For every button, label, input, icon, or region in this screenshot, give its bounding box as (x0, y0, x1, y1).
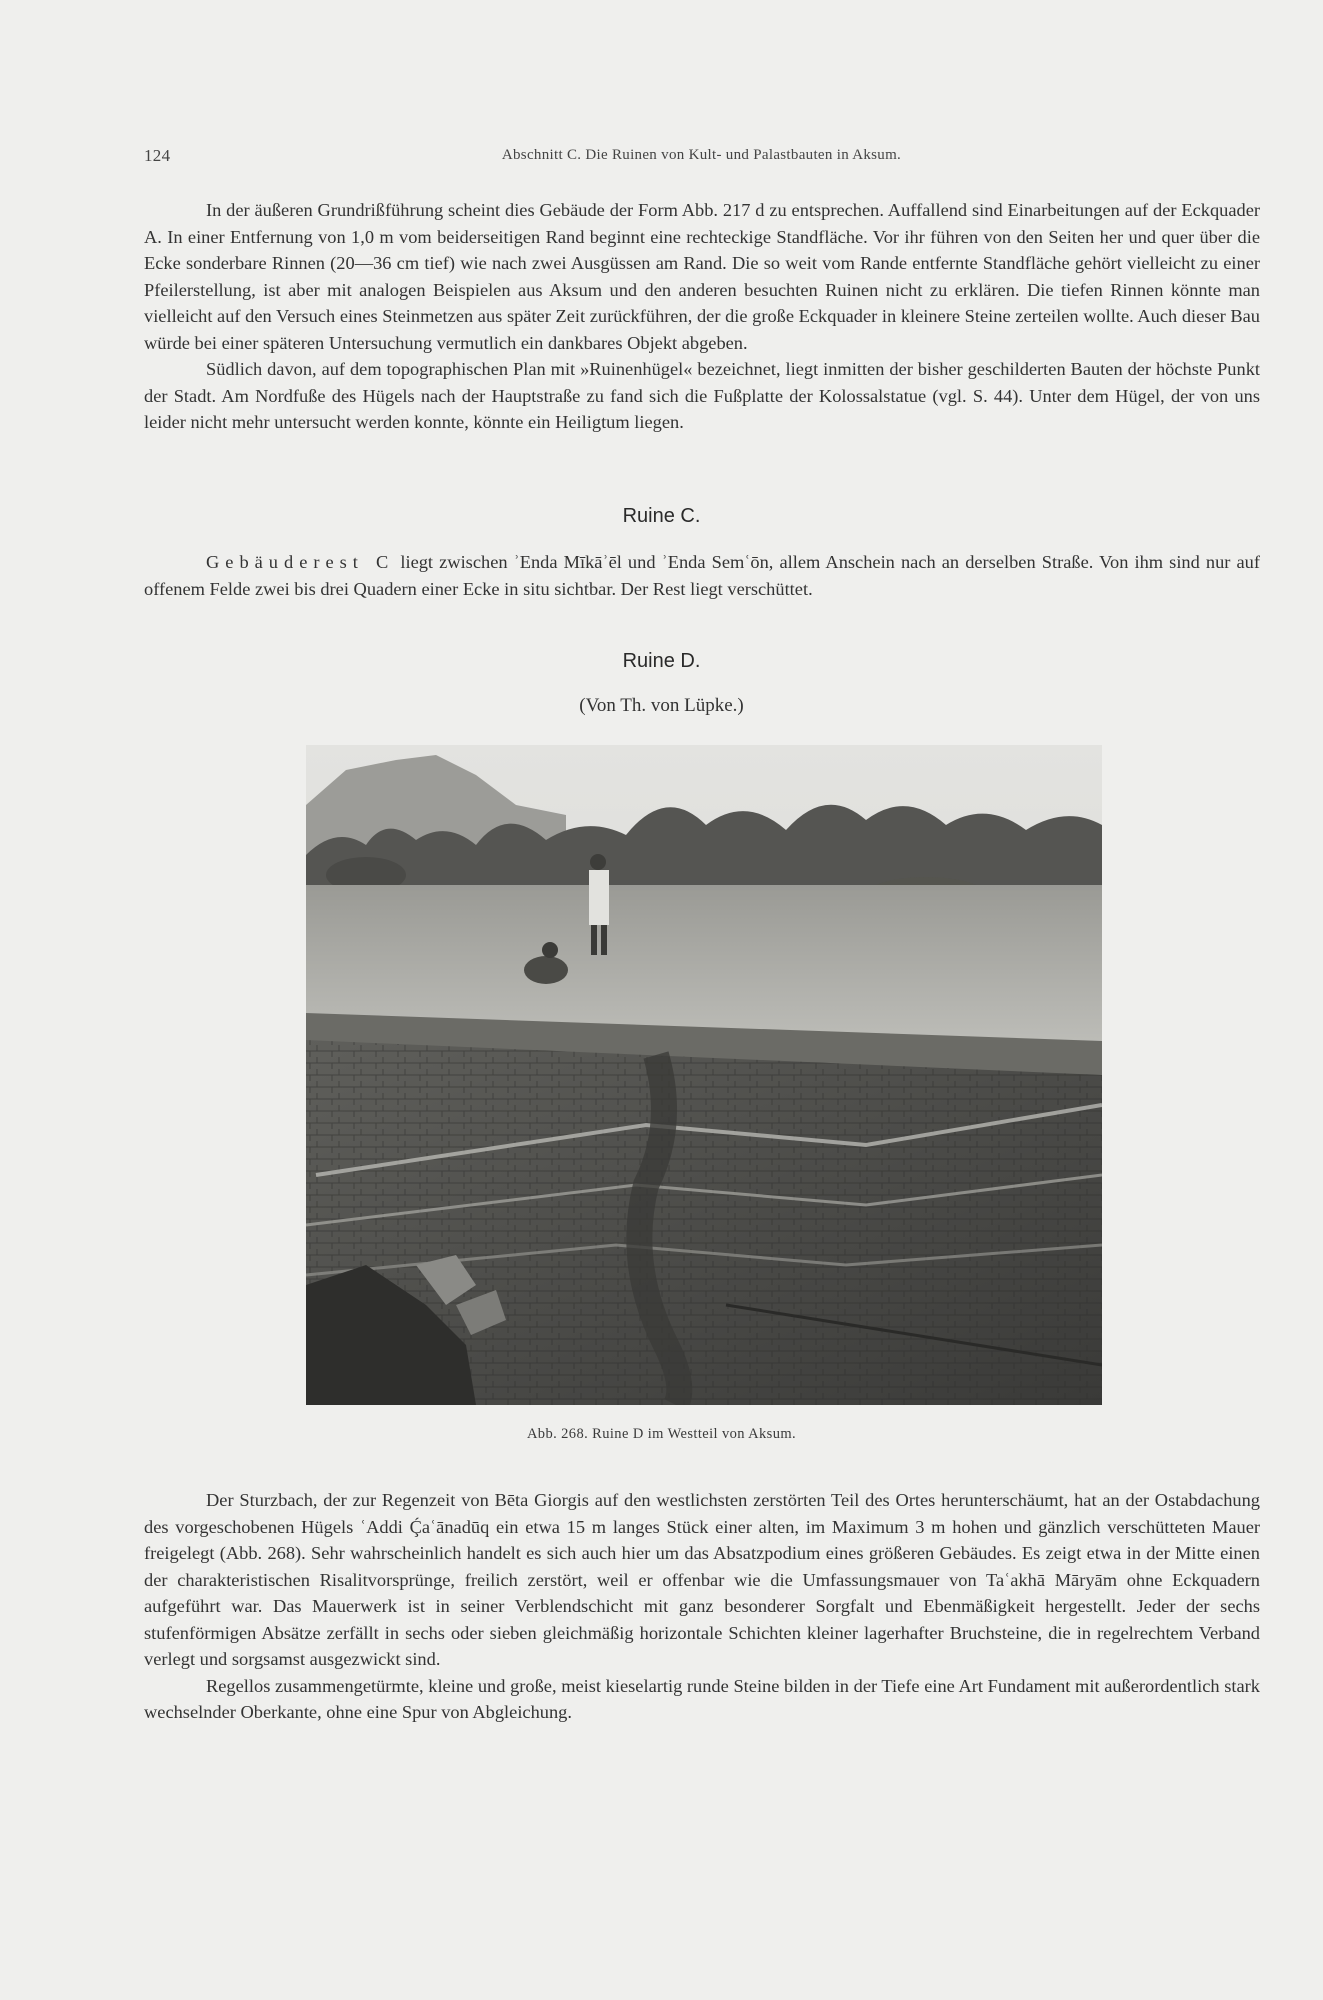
ruine-c-text (144, 549, 1260, 602)
section-2-text (144, 1487, 1260, 1726)
spaced-lead: Gebäuderest C (206, 552, 395, 572)
paragraph: Der Sturzbach, der zur Regenzeit von Bēta Giorgis auf den westlichsten zerstörten Teil des Ortes herunterschäumt, hat an der Ostabdachung des vorgeschobenen Hügels ʿAddi Ḉaʿānadūq ein etwa 15 m langes Stück einer alten, im Maximum 3 m hohen und gänzlich verschütteten Mauer freigelegt (Abb. 268). Sehr wahrscheinlich handelt es sich auch hier um das Absatzpodium eines größeren Gebäudes. Es zeigt etwa in der Mitte einen der charakteristischen Risalitvorsprünge, freilich zerstört, weil er offenbar wie die Umfassungsmauer von Taʿakhā Māryām ohne Eckquadern aufgeführt war. Das Mauerwerk ist in seiner Verblendschicht mit ganz besonderer Sorgfalt und Ebenmäßigkeit hergestellt. Jeder der sechs stufenförmigen Absätze zerfällt in sechs oder sieben gleichmäßig horizontale Schichten kleiner lagerhafter Bruchsteine, die in regelrechtem Verband verlegt und sorgsamst ausgezwickt sind. (144, 1490, 1260, 1669)
section-1-text (144, 197, 1260, 436)
paragraph: Südlich davon, auf dem topographischen Plan mit »Ruinenhügel« bezeichnet, liegt inmitten der bisher geschilderten Bauten der höchste Punkt der Stadt. Am Nordfuße des Hügels nach der Hauptstraße zu fand sich die Fußplatte der Kolossalstatue (vgl. S. 44). Unter dem Hügel, der von uns leider nicht mehr untersucht werden konnte, könnte ein Heiligtum liegen. (144, 359, 1260, 432)
paragraph (144, 549, 1260, 602)
running-title: Abschnitt C. Die Ruinen von Kult- und Palastbauten in Aksum. (501, 147, 902, 163)
photo-ruine-d (306, 745, 1102, 1405)
paragraph: In der äußeren Grundrißführung scheint dies Gebäude der Form Abb. 217 d zu entsprechen. Auffallend sind Einarbeitungen auf der Eckquader A. In einer Entfernung von 1,0 m vom beiderseitigen Rand beginnt eine rechteckige Standfläche. Vor ihr führen von den Seiten her und quer über die Ecke sonderbare Rinnen (20—36 cm tief) wie nach zwei Ausgüssen am Rand. Die so weit vom Rande entfernte Standfläche gehört vielleicht zu einer Pfeilerstellung, ist aber mit analogen Beispielen aus Aksum und den anderen besuchten Ruinen nicht zu erklären. Die tiefen Rinnen könnte man vielleicht auf den Versuch eines Steinmetzen aus später Zeit zurückführen, der die große Eckquader in kleinere Steine zerteilen wollte. Auch dieser Bau würde bei einer späteren Untersuchung vermutlich ein dankbares Objekt abgeben. (144, 200, 1260, 353)
subheading-author: (Von Th. von Lüpke.) (579, 695, 744, 716)
figure-photo (306, 745, 1102, 1405)
page-number: 124 (144, 146, 171, 165)
heading-ruine-d: Ruine D. (622, 650, 701, 672)
paragraph: Regellos zusammengetürmte, kleine und große, meist kieselartig runde Steine bilden in der Tiefe eine Art Fundament mit außerordentlich stark wechselnder Oberkante, ohne eine Spur von Abgleichung. (144, 1675, 1260, 1722)
paragraph-rest: liegt zwischen ʾEnda Mīkāʾēl und ʾEnda Semʿōn, allem Anschein nach an derselben Straße. Von ihm sind nur auf offenem Felde zwei bis drei Quadern einer Ecke in situ sichtbar. Der Rest liegt verschüttet. (144, 552, 1260, 599)
figure-caption: Abb. 268. Ruine D im Westteil von Aksum. (526, 1426, 797, 1442)
heading-ruine-c: Ruine C. (622, 505, 701, 527)
